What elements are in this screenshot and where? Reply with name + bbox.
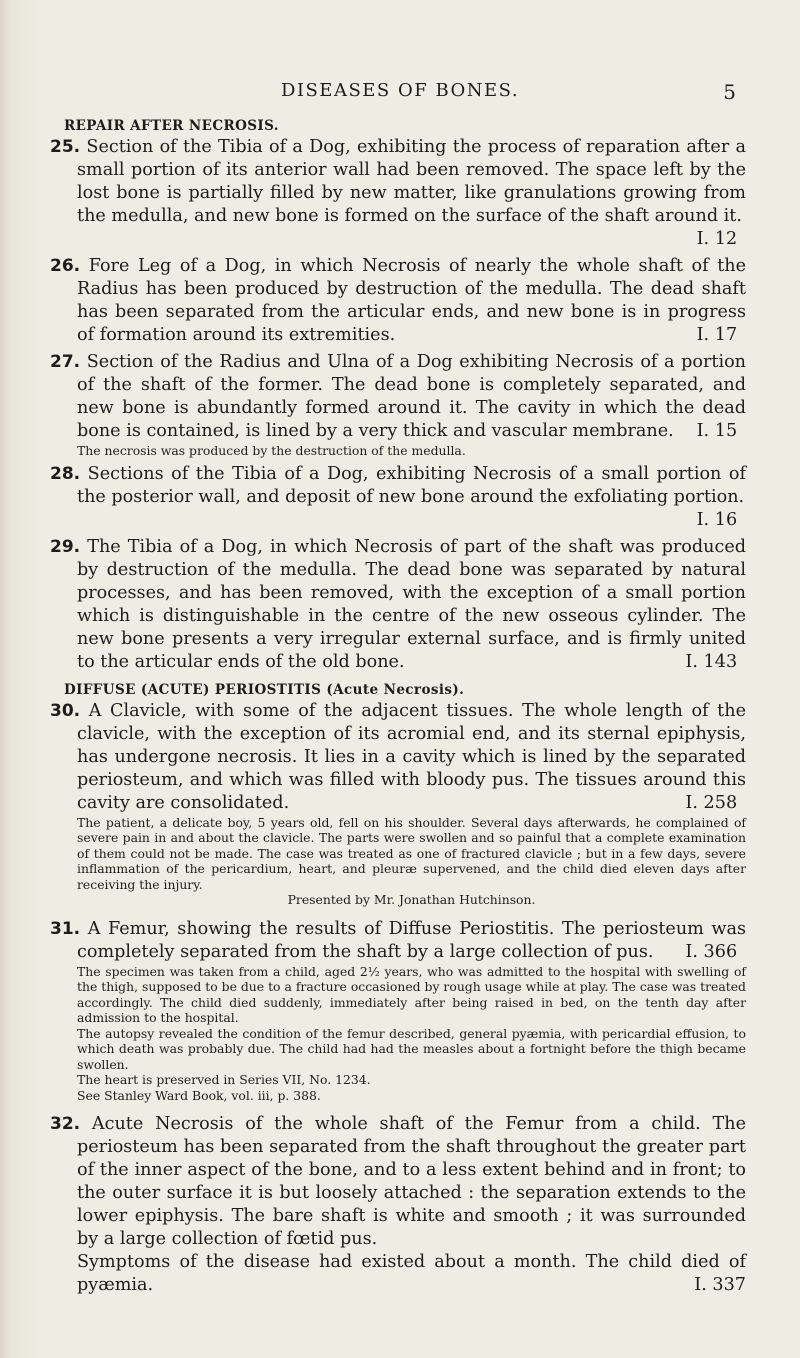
document-body: [50, 118, 746, 1301]
entry-note-reference: See Stanley Ward Book, vol. iii, p. 388.: [77, 1087, 321, 1103]
entry-number: 27.: [50, 352, 81, 372]
entry-reference: I. 143: [685, 651, 738, 672]
entry-text: [50, 1113, 746, 1251]
catalogue-entry-30: [50, 700, 746, 908]
entry-text: [50, 918, 746, 964]
catalogue-entry-31: [50, 918, 746, 1104]
entry-reference: I. 15: [696, 421, 738, 441]
entry-number: 26.: [50, 256, 81, 276]
entry-number: 28.: [50, 463, 81, 484]
entry-description-2: Symptoms of the disease had existed about a month. The child died of pyæmia.: [77, 1252, 746, 1295]
entry-description: A Femur, showing the results of Diffuse Periostitis. The periosteum was completely separated from the shaft by a large collection of pus.: [77, 918, 746, 962]
entry-reference: I. 258: [685, 792, 738, 813]
entry-reference: I. 16: [696, 509, 738, 530]
catalogue-entry-32: [50, 1113, 746, 1297]
entry-note-heart: The heart is preserved in Series VII, No. 1234.: [77, 1072, 371, 1087]
entry-text: [50, 700, 746, 815]
section-heading-repair: REPAIR AFTER NECROSIS.: [64, 118, 279, 134]
entry-number: 31.: [50, 918, 81, 939]
entry-note: The specimen was taken from a child, aged 2½ years, who was admitted to the hospital with swelling of the thigh, supposed to be due to a fracture occasioned by rough usage while at play. The case was treated accordingly. The child died suddenly, immediately after being raised in bed, on the tenth day after admission to the hospital.: [77, 963, 746, 1025]
entry-reference: I. 366: [685, 941, 738, 962]
entry-description: Section of the Tibia of a Dog, exhibiting the process of reparation after a small portion of its anterior wall had been removed. The space left by the lost bone is partially filled by new matter, like granulations growing from the medulla, and new bone is formed on the surface of the shaft around it.: [77, 137, 746, 226]
entry-number: 29.: [50, 536, 81, 557]
entry-description: A Clavicle, with some of the adjacent tissues. The whole length of the clavicle, with the exception of its acromial end, and its sternal epiphysis, has undergone necrosis. It lies in a cavity which is lined by the separated periosteum, and which was filled with bloody pus. The tissues around this cavity are consolidated.: [77, 700, 746, 813]
entry-symptoms: [50, 1251, 746, 1297]
page-number: 5: [723, 80, 736, 104]
presenter-credit: Presented by Mr. Jonathan Hutchinson.: [287, 892, 536, 907]
catalogue-entry-27: [50, 351, 746, 459]
section-heading-diffuse-periostitis: DIFFUSE (ACUTE) PERIOSTITIS (Acute Necrosis).: [64, 681, 465, 698]
entry-description: Fore Leg of a Dog, in which Necrosis of nearly the whole shaft of the Radius has been produced by destruction of the medulla. The dead shaft has been separated from the articular ends, and new bone is in progress of formation around its extremities.: [77, 256, 747, 345]
running-header: [0, 80, 800, 110]
entry-description: Sections of the Tibia of a Dog, exhibiting Necrosis of a small portion of the posterior wall, and deposit of new bone around the exfoliating portion.: [77, 463, 747, 507]
catalogue-entry-26: [50, 255, 746, 347]
running-title: DISEASES OF BONES.: [280, 80, 520, 101]
entry-text: [50, 463, 747, 530]
entry-reference: I. 337: [694, 1275, 746, 1295]
entry-reference: I. 12: [696, 229, 738, 249]
entry-description: Acute Necrosis of the whole shaft of the Femur from a child. The periosteum has been separated from the shaft throughout the greater part of the inner aspect of the bone, and to a less extent behind and in front; to the outer surface it is but loosely attached : the separation extends to the lower epiphysis. The bare shaft is white and smooth ; it was surrounded by a large collection of fœtid pus.: [77, 1114, 746, 1249]
catalogue-entry-28: [50, 463, 746, 532]
entry-note: The necrosis was produced by the destruction of the medulla.: [77, 443, 466, 458]
entry-number: 25.: [50, 137, 81, 157]
entry-text: [50, 351, 746, 443]
catalogue-entry-25: [50, 136, 746, 251]
catalogue-entry-29: [50, 536, 746, 674]
entry-description: The Tibia of a Dog, in which Necrosis of part of the shaft was produced by destruction of the medulla. The dead bone was separated by natural processes, and has been removed, with the exception of a small portion which is distinguishable in the centre of the new osseous cylinder. The new bone presents a very irregular external surface, and is firmly united to the articular ends of the old bone.: [77, 536, 746, 672]
entry-text: [50, 136, 746, 249]
entry-text: [50, 255, 746, 347]
entry-number: 30.: [50, 700, 81, 721]
entry-text: [50, 536, 746, 674]
entry-note: The patient, a delicate boy, 5 years old, fell on his shoulder. Several days afterwards, he complained of severe pain in and about the clavicle. The parts were swollen and so painful that a complete examination of them could not be made. The case was treated as one of fractured clavicle ; but in a few days, severe inflammation of the pericardium, heart, and pleuræ supervened, and the child died eleven days after receiving the injury.: [77, 814, 746, 892]
entry-description: Section of the Radius and Ulna of a Dog exhibiting Necrosis of a portion of the shaft of the former. The dead bone is completely separated, and new bone is abundantly formed around it. The cavity in which the dead bone is contained, is lined by a very thick and vascular membrane.: [77, 352, 746, 441]
entry-note-autopsy: The autopsy revealed the condition of the femur described, general pyæmia, with pericardial effusion, to which death was probably due. The child had had the measles about a fortnight before the thigh became swollen.: [77, 1025, 746, 1072]
entry-reference: I. 17: [696, 325, 738, 345]
entry-number: 32.: [50, 1114, 81, 1134]
